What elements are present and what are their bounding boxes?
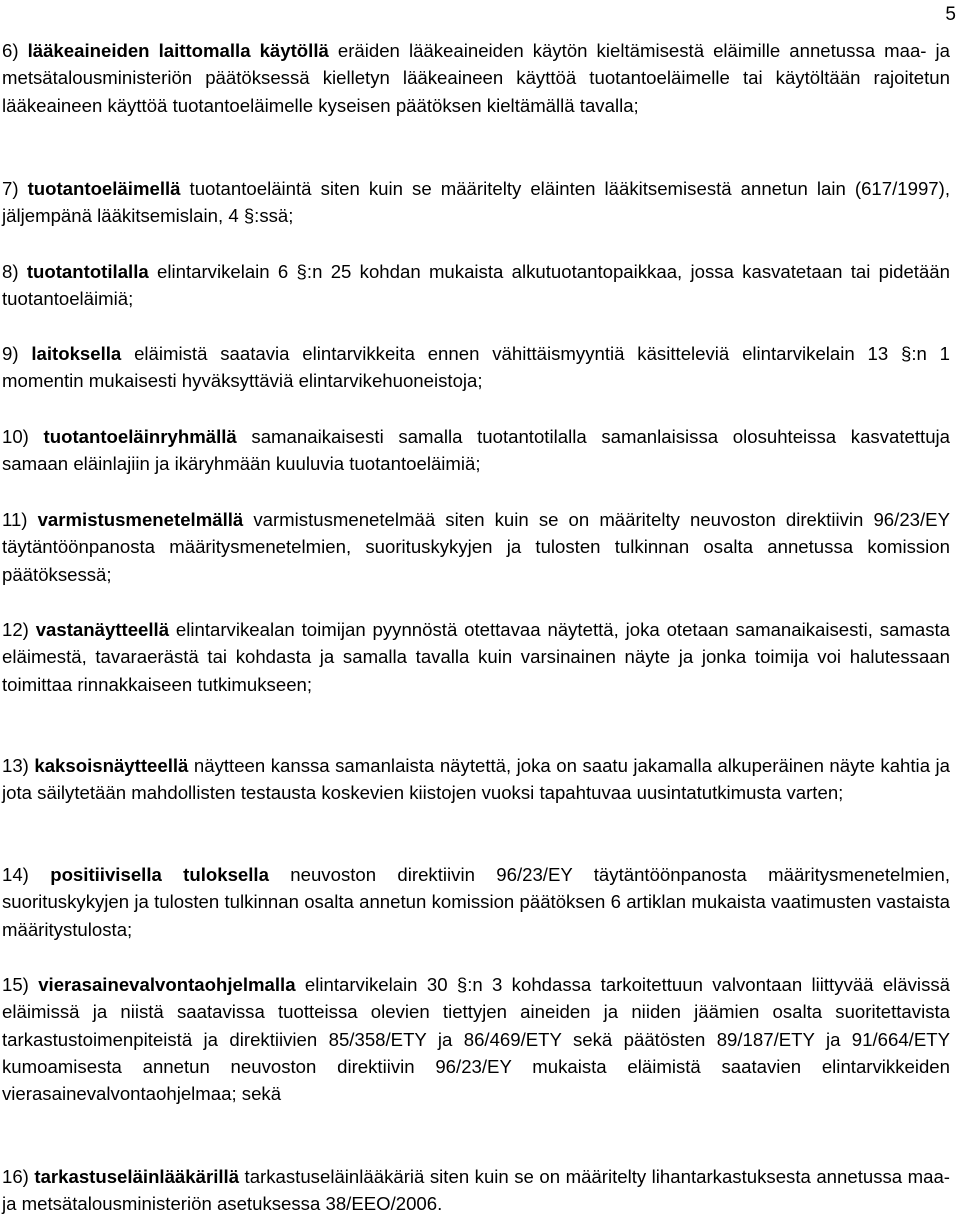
item-number: 10) — [2, 426, 44, 447]
page-number: 5 — [945, 4, 956, 25]
definition-text: eräiden lääkeaineiden käytön kieltämisestä eläimille annetussa maa- ja metsätalousministeriön päätöksessä kielletyn lääkeaineen käyttöä tuotantoeläimelle tai käytöltään rajoitetun lääkeaineen käyttöä tuotantoeläimelle kyseisen päätöksen kieltämällä tavalla; — [2, 40, 950, 116]
definition-item-14 — [2, 861, 950, 943]
defined-term: vierasainevalvontaohjelmalla — [38, 974, 305, 995]
item-number: 15) — [2, 974, 39, 995]
definition-item-6 — [2, 37, 950, 119]
definition-item-16 — [2, 1163, 950, 1218]
item-number: 13) — [2, 755, 35, 776]
item-number: 6) — [2, 40, 28, 61]
definition-text: tuotantoeläintä siten kuin se määritelty eläinten lääkitsemisestä annetun lain (617/1997), jäljempänä lääkitsemislain, 4 §:ssä; — [2, 178, 950, 227]
definition-item-11 — [2, 506, 950, 588]
defined-term: tuotantotilalla — [26, 261, 157, 282]
defined-term: tuotantoeläimellä — [27, 178, 190, 199]
definition-item-9 — [2, 340, 950, 395]
defined-term: kaksoisnäytteellä — [34, 755, 194, 776]
definition-text: tarkastuseläinlääkäriä siten kuin se on määritelty lihantarkastuksesta annetussa maa- ja metsätalousministeriön asetuksessa 38/EEO/2006. — [2, 1166, 951, 1215]
definition-item-12 — [2, 616, 950, 698]
definition-text: elintarvikelain 6 §:n 25 kohdan mukaista alkutuotantopaikkaa, jossa kasvatetaan tai pidetään tuotantoeläimiä; — [2, 261, 950, 310]
item-number: 11) — [2, 509, 38, 530]
definition-text: elintarvikelain 30 §:n 3 kohdassa tarkoitettuun valvontaan liittyvää elävissä eläimissä ja niistä saatavissa tuotteissa olevien tiettyjen aineiden ja niiden jäämien osalta suoritettavista tarkastustoimenpiteistä ja direktiivien 85/358/ETY ja 86/469/ETY sekä päätösten 89/187/ETY ja 91/664/ETY kumoamisesta annetun neuvoston direktiivin 96/23/EY mukaista eläimistä saatavien elintarvikkeiden vierasainevalvontaohjelmaa; sekä — [2, 974, 950, 1105]
defined-term: lääkeaineiden laittomalla käytöllä — [27, 40, 338, 61]
definition-text: eläimistä saatavia elintarvikkeita ennen vähittäismyyntiä käsitteleviä elintarvikelain 13 §:n 1 momentin mukaisesti hyväksyttäviä elintarvikehuoneistoja; — [2, 343, 950, 392]
item-number: 16) — [2, 1166, 35, 1187]
definition-text: näytteen kanssa samanlaista näytettä, joka on saatu jakamalla alkuperäinen näyte kahtia ja jota säilytetään mahdollisten testausta koskevien kiistojen vuoksi tapahtuvaa uusintatutkimusta varten; — [2, 755, 950, 804]
item-number: 12) — [2, 619, 36, 640]
definition-item-8 — [2, 258, 950, 313]
item-number: 14) — [2, 864, 51, 885]
definition-text: neuvoston direktiivin 96/23/EY täytäntöönpanosta määritysmenetelmien, suorituskykyjen ja tulosten tulkinnan osalta annetun komission päätöksen 6 artiklan mukaista vaatimusten vastaista määritystulosta; — [2, 864, 950, 940]
definition-item-15 — [2, 971, 950, 1107]
definition-item-10 — [2, 423, 950, 478]
definition-text: elintarvikealan toimijan pyynnöstä otettavaa näytettä, joka otetaan samanaikaisesti, samasta eläimestä, tavaraerästä tai kohdasta ja samalla tavalla kuin varsinainen näyte ja jonka toimija voi halutessaan toimittaa rinnakkaiseen tutkimukseen; — [2, 619, 951, 695]
definition-item-13 — [2, 752, 950, 807]
definition-text: varmistusmenetelmää siten kuin se on määritelty neuvoston direktiivin 96/23/EY täytäntöönpanosta määritysmenetelmien, suorituskykyjen ja tulosten tulkinnan osalta annetussa komission päätöksessä; — [2, 509, 950, 585]
defined-term: tuotantoeläinryhmällä — [43, 426, 252, 447]
defined-term: tarkastuseläinlääkärillä — [34, 1166, 245, 1187]
defined-term: varmistusmenetelmällä — [37, 509, 254, 530]
item-number: 9) — [2, 343, 32, 364]
defined-term: laitoksella — [31, 343, 135, 364]
item-number: 8) — [2, 261, 27, 282]
defined-term: positiivisella tuloksella — [50, 864, 291, 885]
defined-term: vastanäytteellä — [35, 619, 176, 640]
definition-text: samanaikaisesti samalla tuotantotilalla samanlaisissa olosuhteissa kasvatettuja samaan eläinlajiin ja ikäryhmään kuuluvia tuotantoeläimiä; — [2, 426, 951, 475]
item-number: 7) — [2, 178, 28, 199]
definition-item-7 — [2, 175, 950, 230]
